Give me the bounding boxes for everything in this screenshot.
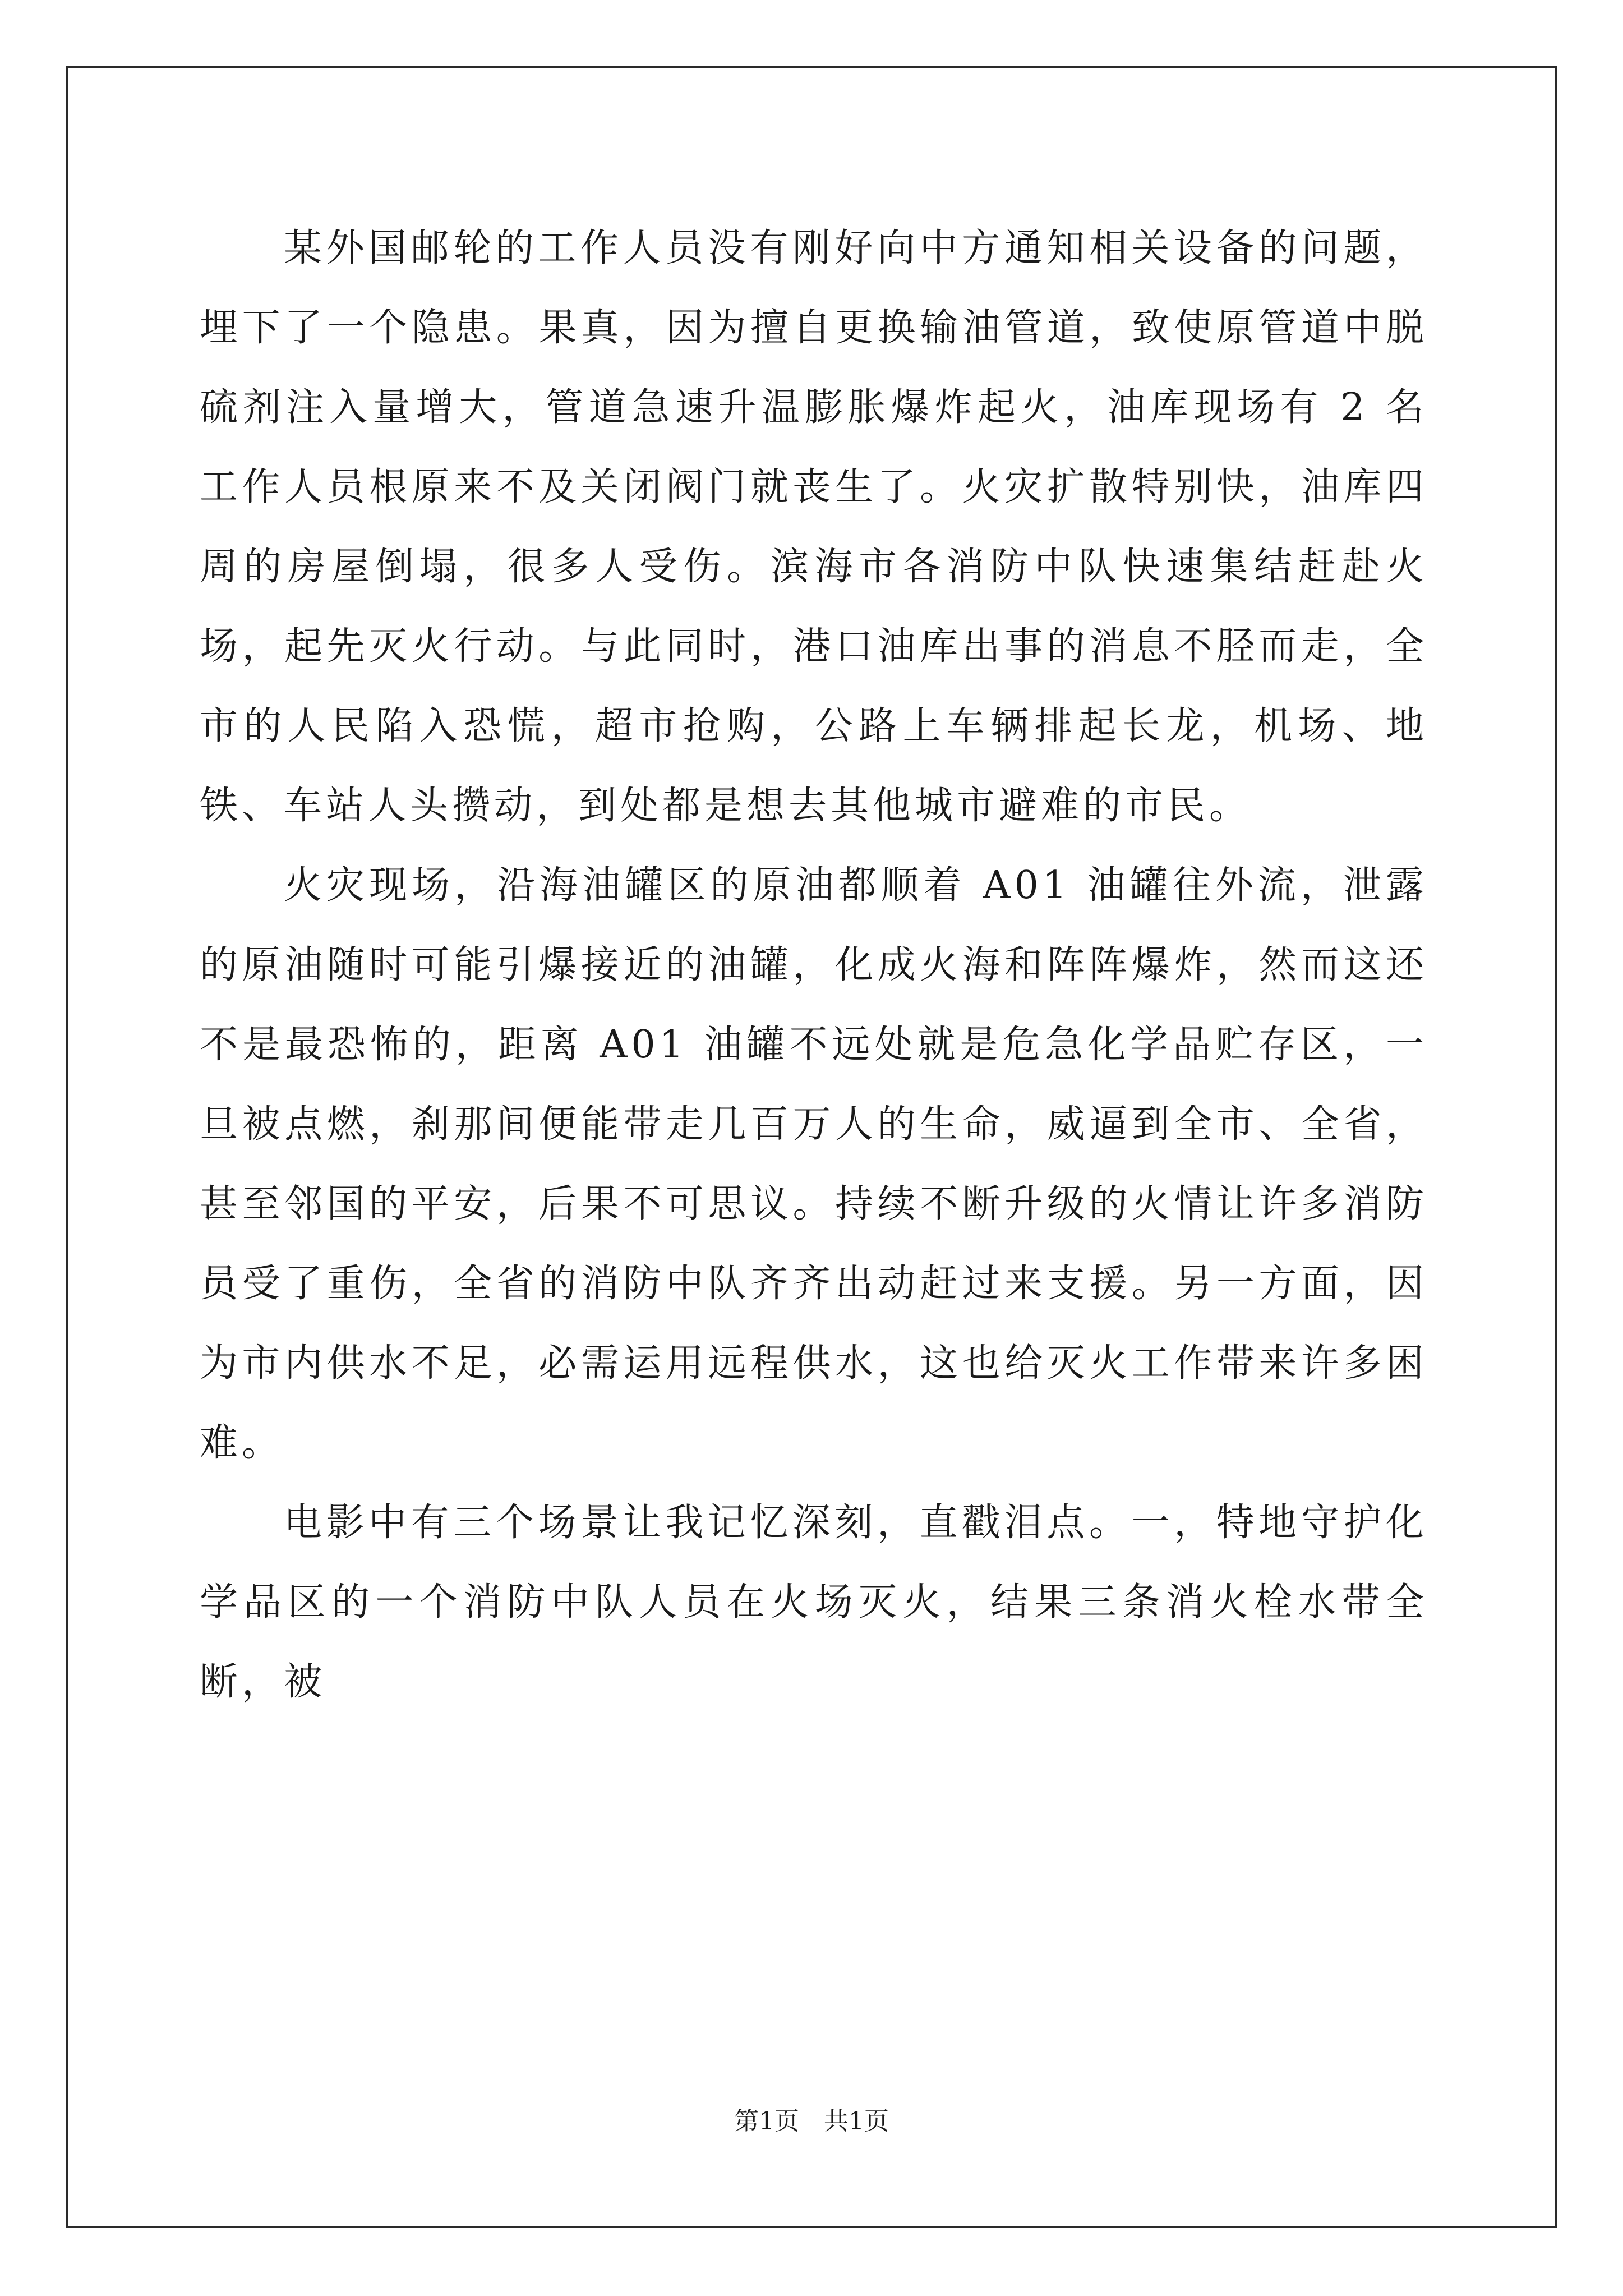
paragraph-1: 某外国邮轮的工作人员没有刚好向中方通知相关设备的问题，埋下了一个隐患。果真，因为擅自更换输油管道，致使原管道中脱硫剂注入量增大，管道急速升温膨胀爆炸起火，油库现场有 2 名工作人员根原来不及关闭阀门就丧生了。火灾扩散特别快，油库四周的房屋倒塌，很多人受伤。滨海市各消防中队快速集结赶赴火场，起先灭火行动。与此同时，港口油库出事的消息不胫而走，全市的人民陷入恐慌，超市抢购，公路上车辆排起长龙，机场、地铁、车站人头攒动，到处都是想去其他城市避难的市民。 <box>200 226 1428 828</box>
paragraph-2: 火灾现场，沿海油罐区的原油都顺着 A01 油罐往外流，泄露的原油随时可能引爆接近的油罐，化成火海和阵阵爆炸，然而这还不是最恐怖的，距离 A01 油罐不远处就是危急化学品贮存区，一旦被点燃，刹那间便能带走几百万人的生命，威逼到全市、全省，甚至邻国的平安，后果不可思议。持续不断升级的火情让许多消防员受了重伤，全省的消防中队齐齐出动赶过来支援。另一方面，因为市内供水不足，必需运用远程供水，这也给灭火工作带来许多困难。 <box>200 863 1428 1465</box>
document-body <box>200 209 1428 1722</box>
paragraph-3: 电影中有三个场景让我记忆深刻，直戳泪点。一，特地守护化学品区的一个消防中队人员在火场灭火，结果三条消火栓水带全断，被 <box>200 1501 1428 1704</box>
page-number-footer: 第1页 共1页 <box>734 2107 889 2136</box>
